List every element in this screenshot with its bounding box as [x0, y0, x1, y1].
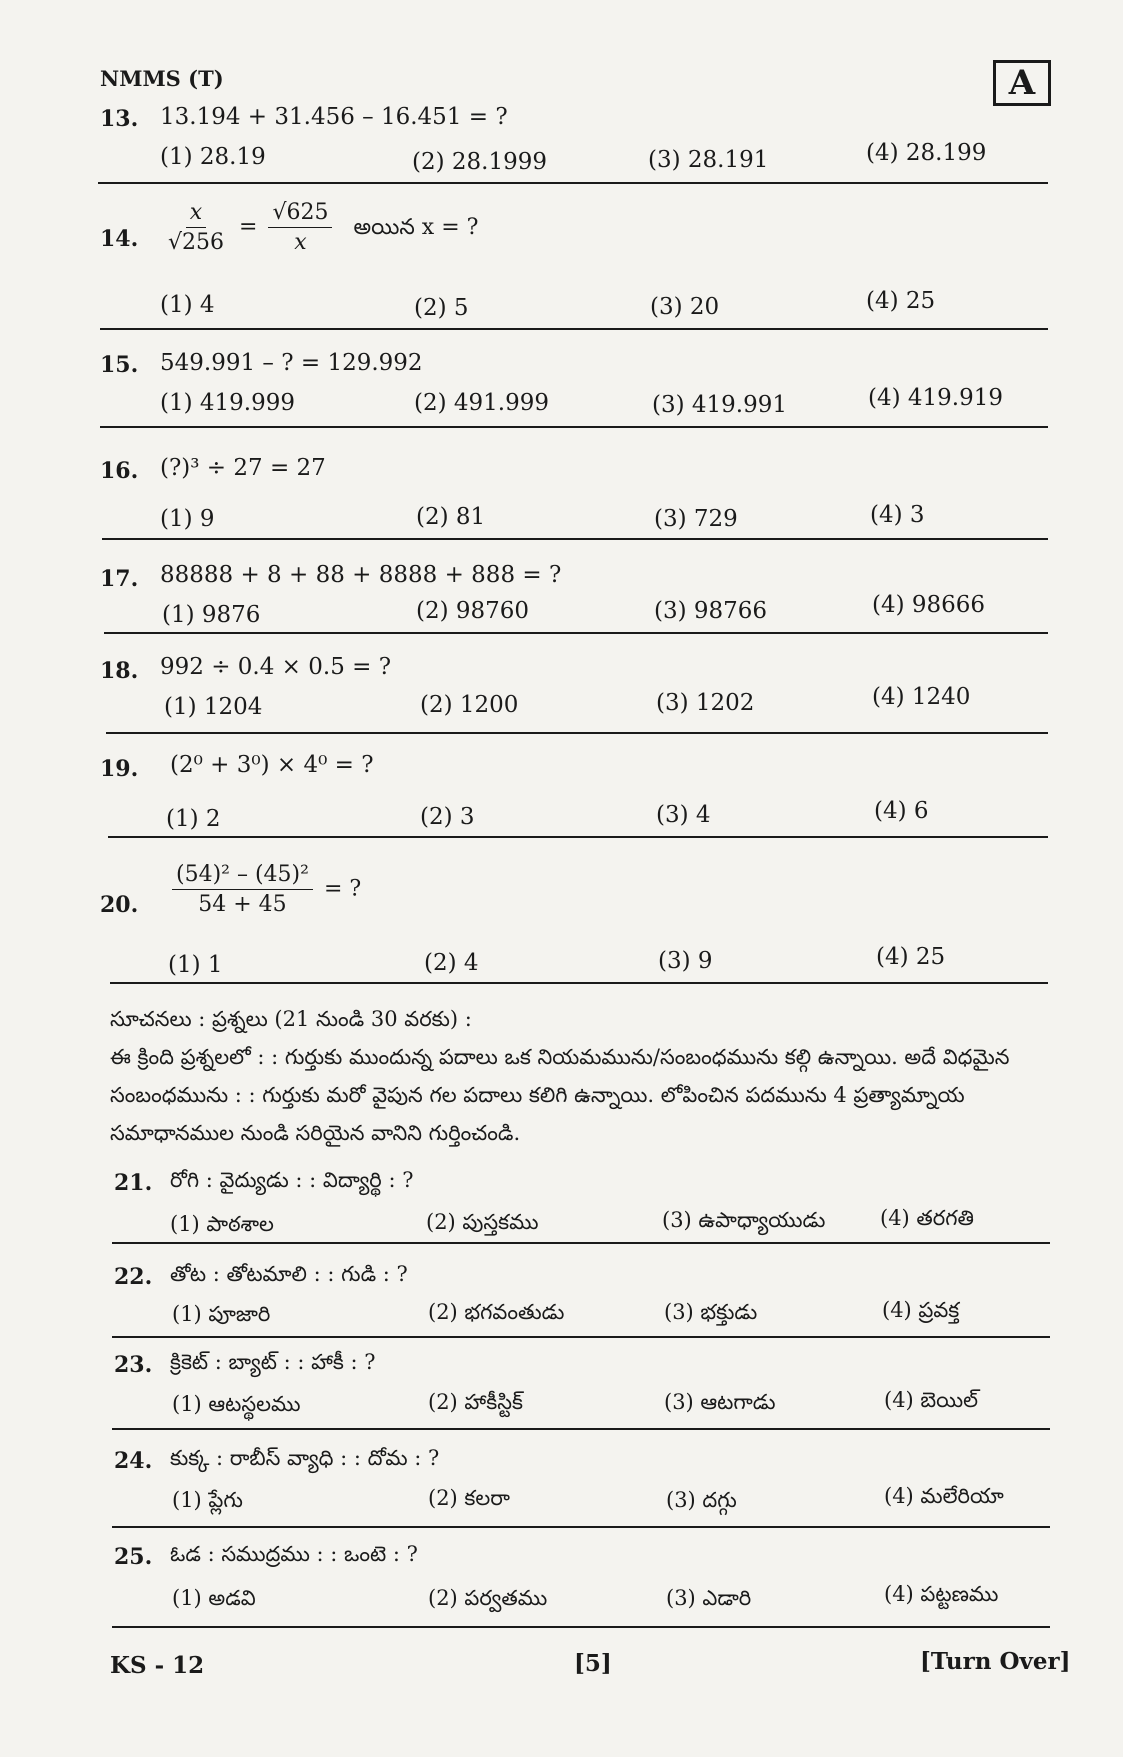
- question-number: 25.: [114, 1544, 153, 1570]
- exam-code: NMMS (T): [100, 66, 224, 91]
- question-number: 17.: [100, 566, 139, 592]
- question-set-box: A: [993, 60, 1051, 106]
- question-number: 15.: [100, 352, 139, 378]
- option-1: (1) పూజారి: [172, 1302, 271, 1326]
- option-4: (4) 98666: [872, 592, 986, 618]
- option-1: (1) 419.999: [160, 390, 296, 416]
- question-text: ఓడ : సముద్రము : : ఒంటె : ?: [170, 1542, 418, 1566]
- divider: [112, 1526, 1050, 1528]
- question-text: (2⁰ + 3⁰) × 4⁰ = ?: [170, 752, 374, 778]
- question-suffix: = ?: [323, 876, 362, 902]
- option-4: (4) 6: [874, 798, 929, 824]
- option-1: (1) పాఠశాల: [170, 1212, 274, 1236]
- question-number: 21.: [114, 1170, 153, 1196]
- question-number: 19.: [100, 756, 139, 782]
- option-1: (1) 9: [160, 506, 215, 532]
- question-number: 13.: [100, 106, 139, 132]
- option-2: (2) 81: [416, 504, 486, 530]
- option-4: (4) 419.919: [868, 385, 1004, 411]
- question-equation: $\frac{x}{√256}$ = $\frac{√625}{x}$ అయిన x = ?: [160, 200, 478, 255]
- option-3: (3) భక్తుడు: [664, 1300, 758, 1324]
- lhs-numerator: x: [186, 200, 206, 228]
- option-3: (3) 419.991: [652, 392, 788, 418]
- option-1: (1) 1: [168, 952, 223, 978]
- instructions-body: ఈ క్రింది ప్రశ్నలలో : : గుర్తుకు ముందున్న పదాలు ఒక నియమమును/సంబంధమును కల్గి ఉన్నాయి. అదే విధమైన సంబంధమును : : గుర్తుకు మరో వైపున గల పదాలు కలిగి ఉన్నాయి. లోపించిన పదమును 4 ప్రత్యామ్నాయ సమాధానముల నుండి సరియైన వానిని గుర్తించండి.: [110, 1045, 1010, 1145]
- option-2: (2) 491.999: [414, 390, 550, 416]
- question-text: క్రికెట్ : బ్యాట్ : : హాకీ : ?: [170, 1350, 376, 1374]
- divider: [100, 328, 1048, 330]
- question-text: కుక్క : రాబీస్ వ్యాధి : : దోమ : ?: [170, 1446, 440, 1470]
- option-4: (4) 3: [870, 502, 925, 528]
- question-text: 549.991 – ? = 129.992: [160, 350, 423, 376]
- option-4: (4) ప్రవక్త: [882, 1298, 960, 1322]
- option-2: (2) 3: [420, 804, 475, 830]
- divider: [112, 1336, 1050, 1338]
- rhs-denominator: x: [294, 230, 307, 255]
- question-text: 88888 + 8 + 88 + 8888 + 888 = ?: [160, 562, 562, 588]
- divider: [110, 982, 1048, 984]
- option-2: (2) 1200: [420, 692, 519, 718]
- instructions-block: [110, 1000, 1060, 1152]
- option-4: (4) 1240: [872, 684, 971, 710]
- option-3: (3) 729: [654, 506, 738, 532]
- question-number: 20.: [100, 892, 139, 918]
- option-3: (3) ఆటగాడు: [664, 1390, 776, 1414]
- question-text: (?)³ ÷ 27 = 27: [160, 455, 326, 481]
- lhs-denominator: √256: [168, 230, 225, 255]
- option-4: (4) 25: [866, 288, 936, 314]
- option-1: (1) అడవి: [172, 1586, 256, 1610]
- divider: [112, 1242, 1050, 1244]
- question-number: 24.: [114, 1448, 153, 1474]
- divider: [100, 426, 1048, 428]
- page-number: [5]: [574, 1650, 612, 1677]
- divider: [112, 1428, 1050, 1430]
- option-1: (1) ఆటస్థలము: [172, 1392, 301, 1416]
- option-2: (2) 4: [424, 950, 479, 976]
- question-fraction: [172, 862, 313, 917]
- option-4: (4) పట్టణము: [884, 1582, 999, 1606]
- question-equation: [168, 862, 361, 917]
- divider: [102, 538, 1048, 540]
- option-2: (2) 5: [414, 295, 469, 321]
- option-2: (2) కలరా: [428, 1486, 510, 1510]
- rhs-numerator: √625: [268, 200, 332, 228]
- option-3: (3) 20: [650, 294, 720, 320]
- divider: [104, 632, 1048, 634]
- question-text: 13.194 + 31.456 – 16.451 = ?: [160, 104, 508, 130]
- option-4: (4) 25: [876, 944, 946, 970]
- question-number: 18.: [100, 658, 139, 684]
- fraction-numerator: (54)² – (45)²: [172, 862, 313, 890]
- question-number: 16.: [100, 458, 139, 484]
- question-number: 14.: [100, 226, 139, 252]
- lhs-fraction: [164, 200, 228, 255]
- option-2: (2) హాకీస్టిక్: [428, 1390, 523, 1414]
- option-3: (3) ఎడారి: [666, 1586, 752, 1610]
- question-number: 22.: [114, 1264, 153, 1290]
- option-4: (4) తరగతి: [880, 1206, 974, 1230]
- booklet-code: KS - 12: [110, 1652, 205, 1679]
- divider: [112, 1626, 1050, 1628]
- question-text: తోట : తోటమాలి : : గుడి : ?: [170, 1262, 408, 1286]
- rhs-fraction: [268, 200, 332, 255]
- option-3: (3) 9: [658, 948, 713, 974]
- option-1: (1) 2: [166, 806, 221, 832]
- divider: [98, 182, 1048, 184]
- option-3: (3) 4: [656, 802, 711, 828]
- question-suffix: అయిన x = ?: [353, 214, 479, 240]
- option-3: (3) ఉపాధ్యాయుడు: [662, 1208, 826, 1232]
- fraction-denominator: 54 + 45: [198, 892, 287, 917]
- option-2: (2) 98760: [416, 598, 530, 624]
- option-4: (4) మలేరియా: [884, 1484, 1004, 1508]
- option-1: (1) 28.19: [160, 144, 266, 170]
- option-1: (1) 4: [160, 292, 215, 318]
- option-1: (1) 9876: [162, 602, 261, 628]
- turn-over-note: [Turn Over]: [920, 1648, 1071, 1675]
- option-3: (3) దగ్గు: [666, 1488, 737, 1512]
- option-4: (4) 28.199: [866, 140, 987, 166]
- divider: [106, 732, 1048, 734]
- option-2: (2) పుస్తకము: [426, 1210, 539, 1234]
- option-1: (1) ప్లేగు: [172, 1488, 243, 1512]
- option-3: (3) 98766: [654, 598, 768, 624]
- option-4: (4) బెయిల్: [884, 1388, 979, 1412]
- option-3: (3) 28.191: [648, 147, 769, 173]
- option-2: (2) పర్వతము: [428, 1586, 548, 1610]
- option-3: (3) 1202: [656, 690, 755, 716]
- instructions-heading: సూచనలు : ప్రశ్నలు (21 నుండి 30 వరకు) :: [110, 1007, 472, 1031]
- divider: [108, 836, 1048, 838]
- question-number: 23.: [114, 1352, 153, 1378]
- question-text: రోగి : వైద్యుడు : : విద్యార్థి : ?: [170, 1168, 414, 1192]
- option-2: (2) 28.1999: [412, 149, 548, 175]
- option-2: (2) భగవంతుడు: [428, 1300, 565, 1324]
- question-text: 992 ÷ 0.4 × 0.5 = ?: [160, 654, 392, 680]
- option-1: (1) 1204: [164, 694, 263, 720]
